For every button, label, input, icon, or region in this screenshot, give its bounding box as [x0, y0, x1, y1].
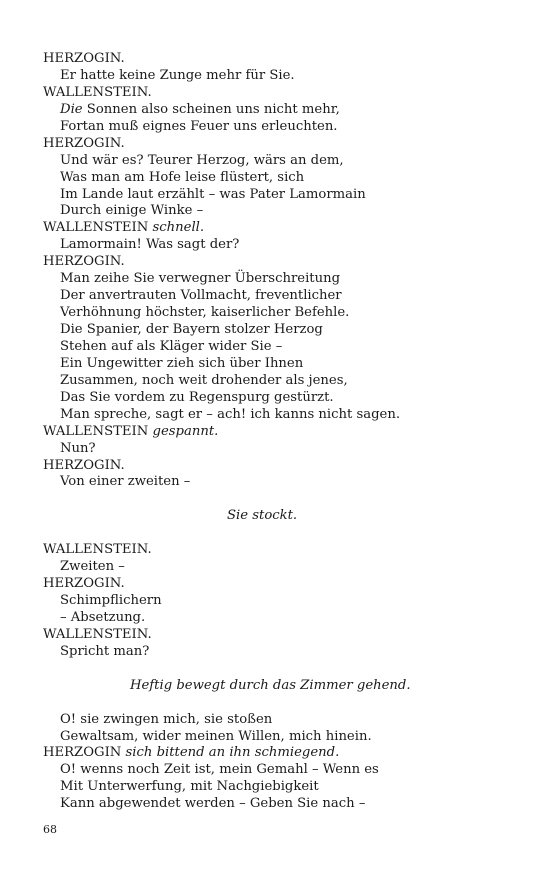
verse-text: Lamormain! Was sagt der?	[60, 237, 240, 253]
verse-text: Man zeihe Sie verwegner Überschreitung	[60, 271, 341, 287]
verse-line	[43, 305, 523, 322]
stage-direction-text: Sie stockt.	[227, 508, 298, 524]
verse-line	[43, 779, 523, 796]
verse-line	[43, 237, 523, 254]
speaker-name: HERZOGIN.	[43, 576, 125, 592]
page-number: 68	[43, 823, 57, 836]
verse-text: Zweiten –	[60, 559, 125, 575]
speaker-line	[43, 220, 523, 237]
stage-direction	[43, 508, 523, 525]
verse-line	[43, 170, 523, 187]
verse-line	[43, 102, 523, 119]
verse-text: Das Sie vordem zu Regenspurg gestürzt.	[60, 389, 334, 405]
speaker-line	[43, 576, 523, 593]
speaker-name: WALLENSTEIN.	[43, 84, 152, 100]
speaker-line	[43, 136, 523, 153]
verse-text: Die Spanier, der Bayern stolzer Herzog	[60, 322, 323, 337]
speaker-name: WALLENSTEIN	[43, 423, 149, 439]
verse-line	[43, 796, 523, 813]
blank-line	[43, 661, 523, 678]
speaker-direction: schnell.	[152, 220, 205, 236]
blank-line	[43, 695, 523, 712]
speaker-name: HERZOGIN.	[43, 135, 125, 151]
verse-text: Nun?	[60, 440, 96, 456]
verse-emphasis: Die	[60, 101, 83, 117]
blank-line	[43, 491, 523, 508]
verse-text: Zusammen, noch weit drohender als jenes,	[60, 372, 348, 388]
speaker-line	[43, 458, 523, 475]
verse-line	[43, 441, 523, 458]
stage-direction	[43, 678, 523, 695]
speaker-direction: gespannt.	[152, 423, 219, 439]
blank-line	[43, 525, 523, 542]
verse-line	[43, 644, 523, 661]
verse-line	[43, 119, 523, 136]
verse-text: Verhöhnung höchster, kaiserlicher Befehle.	[60, 305, 350, 321]
verse-line	[43, 712, 523, 729]
verse-text: Der anvertrauten Vollmacht, freventlicher	[60, 288, 342, 304]
speaker-line	[43, 542, 523, 559]
verse-line	[43, 373, 523, 390]
speaker-line	[43, 627, 523, 644]
verse-text: Stehen auf als Kläger wider Sie –	[60, 338, 283, 354]
verse-line	[43, 356, 523, 373]
verse-text: Kann abgewendet werden – Geben Sie nach –	[60, 796, 366, 812]
verse-text: Gewaltsam, wider meinen Willen, mich hinein.	[60, 728, 372, 744]
verse-text: Durch einige Winke –	[60, 203, 204, 219]
verse-line	[43, 68, 523, 85]
speaker-line	[43, 745, 523, 762]
verse-line	[43, 203, 523, 220]
verse-line	[43, 271, 523, 288]
verse-line	[43, 407, 523, 424]
verse-text: O! sie zwingen mich, sie stoßen	[60, 711, 273, 727]
verse-text: Was man am Hofe leise flüstert, sich	[60, 169, 305, 185]
verse-line	[43, 390, 523, 407]
verse-line	[43, 339, 523, 356]
verse-text: Er hatte keine Zunge mehr für Sie.	[60, 67, 295, 83]
verse-line	[43, 729, 523, 746]
verse-text: Sonnen also scheinen uns nicht mehr,	[82, 101, 340, 117]
verse-text: Im Lande laut erzählt – was Pater Lamormain	[60, 186, 366, 202]
speaker-line	[43, 254, 523, 271]
speaker-name: HERZOGIN.	[43, 51, 125, 66]
verse-text: Spricht man?	[60, 643, 150, 659]
verse-text: Mit Unterwerfung, mit Nachgiebigkeit	[60, 779, 319, 795]
speaker-name: HERZOGIN	[43, 745, 122, 761]
verse-line	[43, 322, 523, 339]
speaker-name: HERZOGIN.	[43, 457, 125, 473]
verse-line	[43, 559, 523, 576]
verse-text: Man spreche, sagt er – ach! ich kanns nicht sagen.	[60, 406, 401, 422]
stage-direction-text: Heftig bewegt durch das Zimmer gehend.	[130, 677, 411, 693]
speaker-line	[43, 424, 523, 441]
verse-line	[43, 153, 523, 170]
speaker-direction: sich bittend an ihn schmiegend.	[125, 745, 340, 761]
verse-text: Von einer zweiten –	[60, 474, 191, 490]
verse-text: Fortan muß eignes Feuer uns erleuchten.	[60, 118, 338, 134]
verse-text: Ein Ungewitter zieh sich über Ihnen	[60, 355, 304, 371]
verse-line	[43, 187, 523, 204]
speaker-name: WALLENSTEIN	[43, 220, 149, 236]
verse-line	[43, 593, 523, 610]
speaker-name: WALLENSTEIN.	[43, 626, 152, 642]
verse-text: O! wenns noch Zeit ist, mein Gemahl – Wenn es	[60, 762, 379, 778]
speaker-line	[43, 85, 523, 102]
play-text	[43, 51, 523, 813]
verse-line	[43, 288, 523, 305]
verse-text: – Absetzung.	[60, 609, 146, 625]
speaker-name: HERZOGIN.	[43, 254, 125, 270]
verse-line	[43, 762, 523, 779]
speaker-line	[43, 51, 523, 68]
verse-line	[43, 610, 523, 627]
verse-text: Schimpflichern	[60, 593, 162, 608]
verse-text: Und wär es? Teurer Herzog, wärs an dem,	[60, 152, 344, 168]
speaker-name: WALLENSTEIN.	[43, 542, 152, 558]
verse-line	[43, 474, 523, 491]
